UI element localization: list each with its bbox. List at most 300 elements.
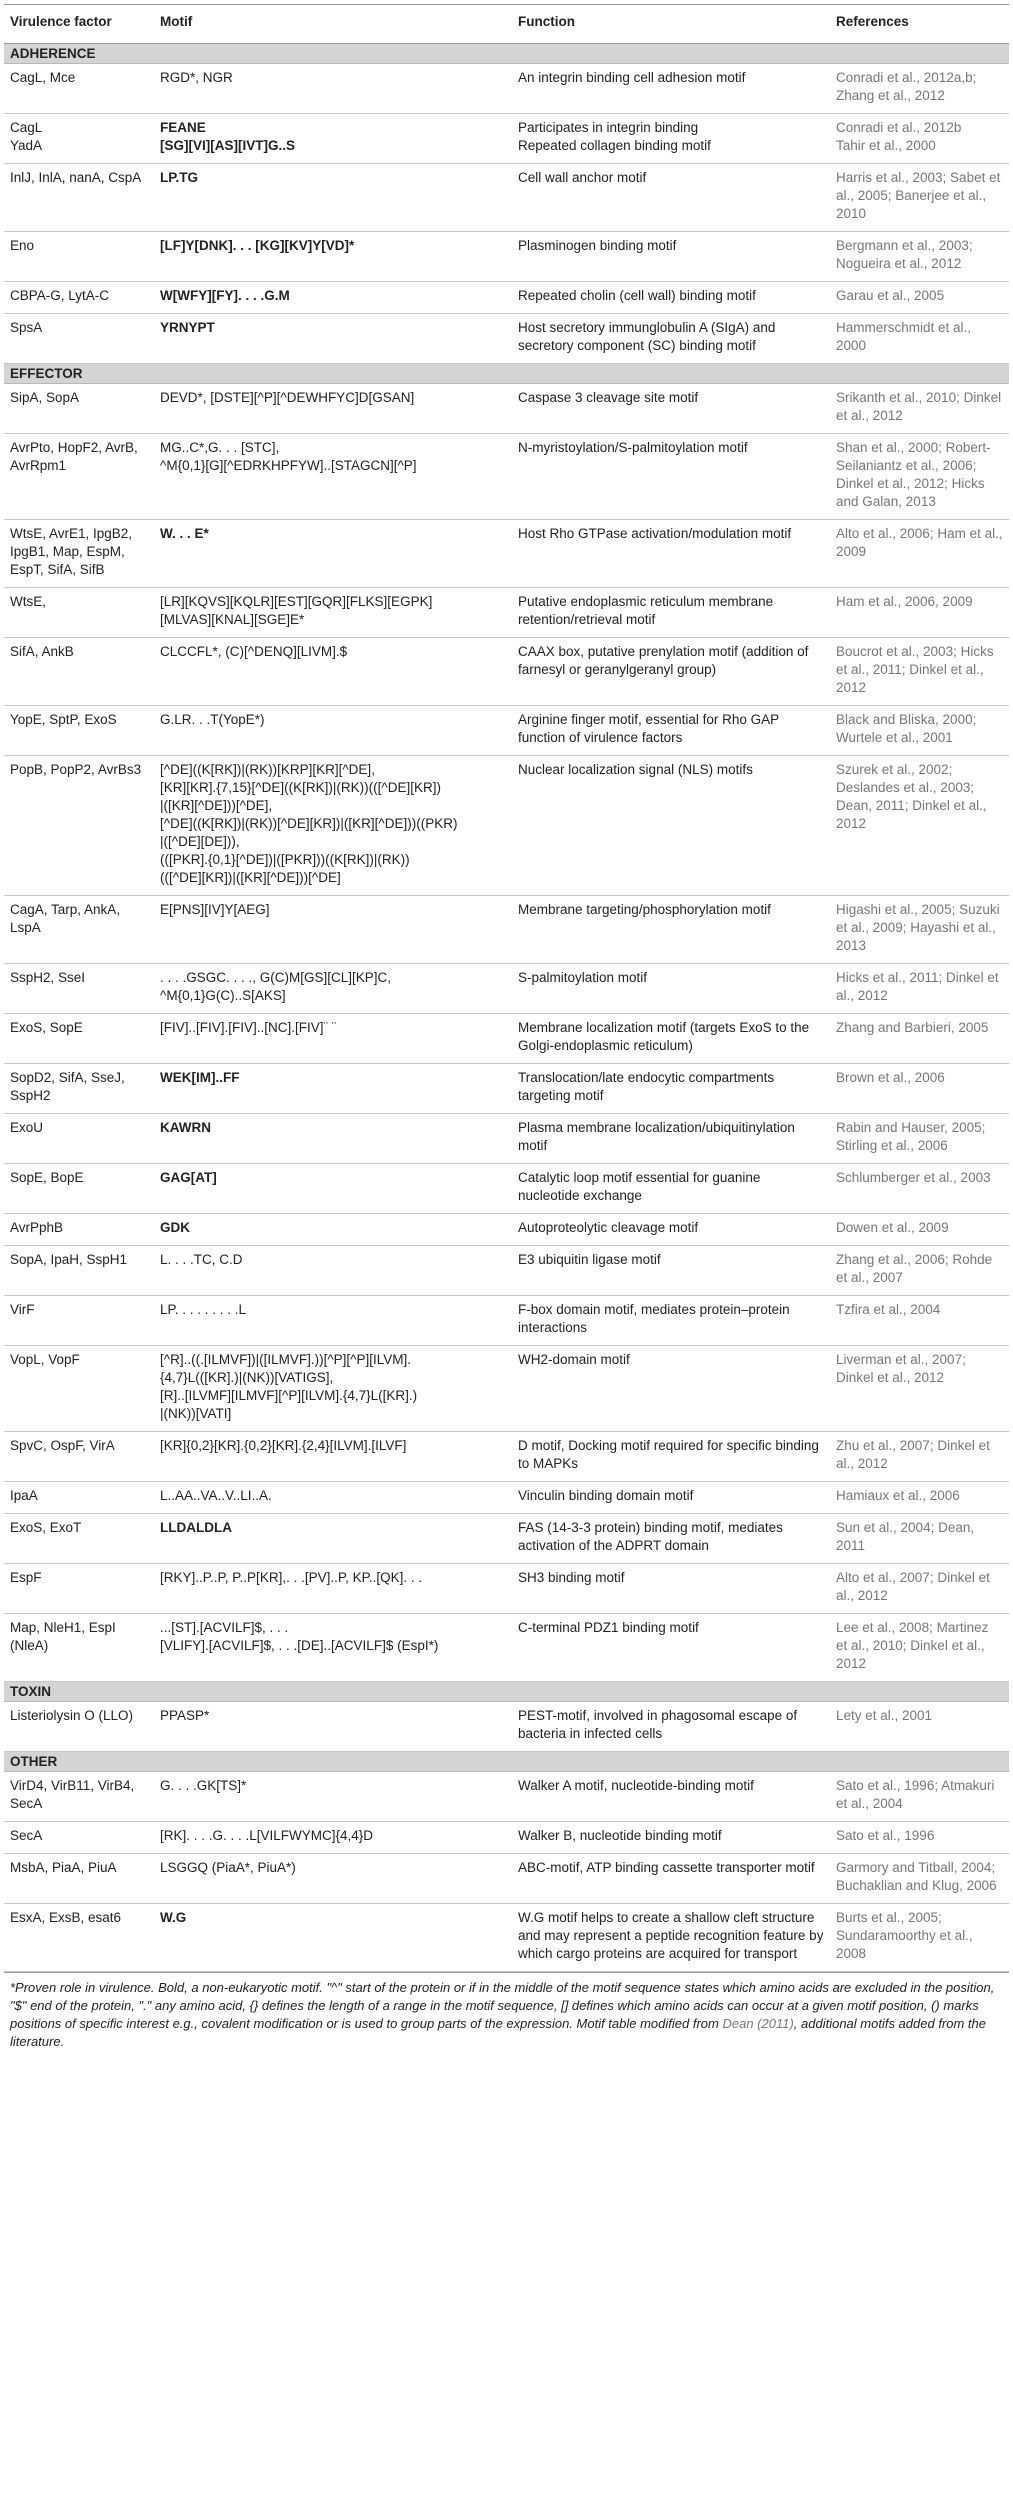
motif-line: LP.TG xyxy=(160,170,199,185)
motif-cell xyxy=(154,1614,512,1682)
motif-line: [R]..[ILVMF][ILMVF][^P][ILVM].{4,7}L([KR].) xyxy=(160,1388,418,1403)
virulence-factor-cell xyxy=(4,1296,154,1346)
motif-cell xyxy=(154,964,512,1014)
function-cell-text: Participates in integrin binding Repeated collagen binding motif xyxy=(518,120,711,153)
virulence-factor-cell xyxy=(4,1432,154,1482)
virulence-factor-cell-text: CagL, Mce xyxy=(10,70,76,85)
motif-cell xyxy=(154,1164,512,1214)
motif-line: LSGGQ (PiaA*, PiuA*) xyxy=(160,1860,296,1875)
motif-cell xyxy=(154,114,512,164)
function-cell xyxy=(512,1246,830,1296)
motif-line: (([^DE][KR])|([KR][^DE]))[^DE] xyxy=(160,870,341,885)
motif-cell xyxy=(154,1246,512,1296)
virulence-factor-cell-text: EsxA, ExsB, esat6 xyxy=(10,1910,122,1925)
references-cell-text: Tzfira et al., 2004 xyxy=(836,1302,941,1317)
motif-line: [KR]{0,2}[KR].{0,2}[KR].{2,4}[ILVM].[ILVF] xyxy=(160,1438,407,1453)
function-cell-text: D motif, Docking motif required for specific binding to MAPKs xyxy=(518,1438,819,1471)
footnote-text: *Proven role in virulence. Bold, a non-eukaryotic motif. "^" start of the protein or if in the middle of the motif sequence states which amino acids are excluded in the position, "$" end of the protein, "." any amino acid, {} defines the length of a range in the motif sequence, [] defines which amino acids can occur at a given motif position, () marks positions of specific interest e.g., covalent modification or is used to group parts of the expression. Motif table modified from xyxy=(10,1980,995,2031)
function-cell xyxy=(512,232,830,282)
virulence-motif-table xyxy=(4,4,1009,1972)
function-cell-text: Putative endoplasmic reticulum membrane retention/retrieval motif xyxy=(518,594,774,627)
motif-line: [RKY]..P..P, P..P[KR],. . .[PV]..P, KP..[QK]. . . xyxy=(160,1570,423,1585)
function-cell-text: Host secretory immunglobulin A (SIgA) and secretory component (SC) binding motif xyxy=(518,320,776,353)
function-cell xyxy=(512,706,830,756)
motif-line: {4,7}L(([KR].)|(NK))[VATIGS], xyxy=(160,1370,334,1385)
motif-line: KAWRN xyxy=(160,1120,211,1135)
references-cell xyxy=(830,114,1009,164)
section-title: OTHER xyxy=(4,1752,1009,1772)
header-references: References xyxy=(830,5,1009,44)
motif-cell xyxy=(154,1346,512,1432)
motif-line: G. . . .GK[TS]* xyxy=(160,1778,247,1793)
function-cell xyxy=(512,434,830,520)
function-cell-text: SH3 binding motif xyxy=(518,1570,625,1585)
table-row xyxy=(4,64,1009,114)
virulence-factor-cell xyxy=(4,114,154,164)
virulence-factor-cell-text: SspH2, SseI xyxy=(10,970,86,985)
section-row-adherence xyxy=(4,44,1009,64)
function-cell-text: Walker B, nucleotide binding motif xyxy=(518,1828,722,1843)
virulence-factor-cell-text: VopL, VopF xyxy=(10,1352,80,1367)
function-cell xyxy=(512,1346,830,1432)
motif-line: W. . . E* xyxy=(160,526,209,541)
references-cell xyxy=(830,1822,1009,1854)
section-title: TOXIN xyxy=(4,1682,1009,1702)
table-row xyxy=(4,1854,1009,1904)
function-cell xyxy=(512,1614,830,1682)
motif-cell xyxy=(154,314,512,364)
virulence-factor-cell xyxy=(4,434,154,520)
references-cell xyxy=(830,1702,1009,1752)
table-row xyxy=(4,282,1009,314)
references-cell xyxy=(830,1514,1009,1564)
function-cell-text: F-box domain motif, mediates protein–protein interactions xyxy=(518,1302,790,1335)
motif-line: |([^DE][DE])), xyxy=(160,834,240,849)
references-cell xyxy=(830,520,1009,588)
motif-line: LP. . . . . . . . .L xyxy=(160,1302,247,1317)
motif-line: [^DE]((K[RK])|(RK))[^DE][KR])|([KR][^DE]))((PKR) xyxy=(160,816,458,831)
references-cell xyxy=(830,1772,1009,1822)
function-cell xyxy=(512,1432,830,1482)
table-row xyxy=(4,756,1009,896)
motif-cell xyxy=(154,1432,512,1482)
motif-line: CLCCFL*, (C)[^DENQ][LIVM].$ xyxy=(160,644,348,659)
function-cell-text: Membrane targeting/phosphorylation motif xyxy=(518,902,771,917)
references-cell-text: Zhang et al., 2006; Rohde et al., 2007 xyxy=(836,1252,993,1285)
virulence-factor-cell xyxy=(4,1772,154,1822)
virulence-factor-cell-text: CagL YadA xyxy=(10,120,43,153)
motif-line: ^M{0,1}[G][^EDRKHPFYW]..[STAGCN][^P] xyxy=(160,458,417,473)
references-cell-text: Rabin and Hauser, 2005; Stirling et al., 2006 xyxy=(836,1120,986,1153)
references-cell-text: Sato et al., 1996; Atmakuri et al., 2004 xyxy=(836,1778,995,1811)
virulence-factor-cell xyxy=(4,1346,154,1432)
references-cell-text: Dowen et al., 2009 xyxy=(836,1220,949,1235)
virulence-factor-cell xyxy=(4,1214,154,1246)
table-row xyxy=(4,1114,1009,1164)
section-title: EFFECTOR xyxy=(4,364,1009,384)
references-cell xyxy=(830,282,1009,314)
references-cell-text: Harris et al., 2003; Sabet et al., 2005; Banerjee et al., 2010 xyxy=(836,170,1001,221)
references-cell xyxy=(830,1564,1009,1614)
references-cell xyxy=(830,232,1009,282)
references-cell xyxy=(830,1014,1009,1064)
motif-line: |(NK))[VATI] xyxy=(160,1406,232,1421)
table-row xyxy=(4,1702,1009,1752)
function-cell xyxy=(512,384,830,434)
virulence-factor-cell-text: SopE, BopE xyxy=(10,1170,84,1185)
table-row xyxy=(4,114,1009,164)
function-cell xyxy=(512,1296,830,1346)
function-cell-text: W.G motif helps to create a shallow cleft structure and may represent a peptide recognition feature by which cargo proteins are acquired for transport xyxy=(518,1910,824,1961)
table-row xyxy=(4,1614,1009,1682)
function-cell xyxy=(512,1564,830,1614)
table-row xyxy=(4,314,1009,364)
virulence-factor-cell xyxy=(4,1702,154,1752)
motif-cell xyxy=(154,434,512,520)
function-cell xyxy=(512,164,830,232)
references-cell xyxy=(830,1854,1009,1904)
function-cell-text: Autoproteolytic cleavage motif xyxy=(518,1220,699,1235)
motif-cell xyxy=(154,1296,512,1346)
motif-cell xyxy=(154,1904,512,1972)
references-cell-text: Sun et al., 2004; Dean, 2011 xyxy=(836,1520,975,1553)
function-cell xyxy=(512,1214,830,1246)
virulence-factor-cell xyxy=(4,232,154,282)
motif-line: [KR][KR].{7,15}[^DE]((K[RK])|(RK))(([^DE][KR]) xyxy=(160,780,441,795)
virulence-factor-cell xyxy=(4,1014,154,1064)
motif-line: W[WFY][FY]. . . .G.M xyxy=(160,288,290,303)
function-cell xyxy=(512,64,830,114)
motif-cell xyxy=(154,232,512,282)
function-cell-text: An integrin binding cell adhesion motif xyxy=(518,70,746,85)
virulence-factor-cell-text: SopA, IpaH, SspH1 xyxy=(10,1252,128,1267)
function-cell xyxy=(512,1482,830,1514)
motif-cell xyxy=(154,1064,512,1114)
motif-cell xyxy=(154,1214,512,1246)
virulence-factor-cell-text: SecA xyxy=(10,1828,43,1843)
virulence-factor-cell-text: ExoS, SopE xyxy=(10,1020,83,1035)
table-row xyxy=(4,1346,1009,1432)
virulence-factor-cell xyxy=(4,282,154,314)
virulence-factor-cell-text: VirD4, VirB11, VirB4, SecA xyxy=(10,1778,135,1811)
table-row xyxy=(4,1772,1009,1822)
references-cell xyxy=(830,1904,1009,1972)
table-row xyxy=(4,434,1009,520)
virulence-factor-cell xyxy=(4,964,154,1014)
footnote-link-dean[interactable]: Dean (2011) xyxy=(722,2016,794,2031)
function-cell xyxy=(512,1164,830,1214)
references-cell-text: Brown et al., 2006 xyxy=(836,1070,945,1085)
virulence-factor-cell xyxy=(4,1482,154,1514)
references-cell-text: Black and Bliska, 2000; Wurtele et al., 2001 xyxy=(836,712,977,745)
references-cell-text: Alto et al., 2007; Dinkel et al., 2012 xyxy=(836,1570,990,1603)
function-cell xyxy=(512,1514,830,1564)
references-cell-text: Lety et al., 2001 xyxy=(836,1708,933,1723)
table-row xyxy=(4,1064,1009,1114)
table-row xyxy=(4,1246,1009,1296)
function-cell xyxy=(512,282,830,314)
references-cell xyxy=(830,384,1009,434)
references-cell-text: Ham et al., 2006, 2009 xyxy=(836,594,973,609)
section-row-toxin xyxy=(4,1682,1009,1702)
references-cell xyxy=(830,1064,1009,1114)
references-cell xyxy=(830,1614,1009,1682)
references-cell-text: Hicks et al., 2011; Dinkel et al., 2012 xyxy=(836,970,999,1003)
function-cell-text: Repeated cholin (cell wall) binding motif xyxy=(518,288,756,303)
motif-cell xyxy=(154,1564,512,1614)
motif-line: PPASP* xyxy=(160,1708,210,1723)
motif-line: W.G xyxy=(160,1910,187,1925)
references-cell-text: Zhu et al., 2007; Dinkel et al., 2012 xyxy=(836,1438,990,1471)
virulence-factor-cell xyxy=(4,1564,154,1614)
function-cell-text: Plasminogen binding motif xyxy=(518,238,677,253)
references-cell-text: Burts et al., 2005; Sundaramoorthy et al., 2008 xyxy=(836,1910,973,1961)
function-cell xyxy=(512,1904,830,1972)
references-cell-text: Srikanth et al., 2010; Dinkel et al., 2012 xyxy=(836,390,1002,423)
virulence-factor-cell-text: Map, NleH1, EspI (NleA) xyxy=(10,1620,116,1653)
table-row xyxy=(4,588,1009,638)
virulence-factor-cell xyxy=(4,1614,154,1682)
table-footnote xyxy=(4,1972,1009,2051)
virulence-factor-cell xyxy=(4,1514,154,1564)
motif-line: [LR][KQVS][KQLR][EST][GQR][FLKS][EGPK] xyxy=(160,594,433,609)
function-cell xyxy=(512,638,830,706)
table-row xyxy=(4,1822,1009,1854)
references-cell-text: Garau et al., 2005 xyxy=(836,288,945,303)
references-cell xyxy=(830,434,1009,520)
virulence-factor-cell xyxy=(4,706,154,756)
references-cell-text: Boucrot et al., 2003; Hicks et al., 2011; Dinkel et al., 2012 xyxy=(836,644,994,695)
references-cell-text: Alto et al., 2006; Ham et al., 2009 xyxy=(836,526,1003,559)
references-cell xyxy=(830,638,1009,706)
motif-line: [LF]Y[DNK]. . . [KG][KV]Y[VD]* xyxy=(160,238,355,253)
motif-line: (([PKR].{0,1}[^DE])|([PKR]))((K[RK])|(RK)) xyxy=(160,852,410,867)
virulence-factor-cell xyxy=(4,896,154,964)
function-cell-text: Cell wall anchor motif xyxy=(518,170,647,185)
references-cell xyxy=(830,1482,1009,1514)
function-cell-text: Translocation/late endocytic compartments targeting motif xyxy=(518,1070,775,1103)
table-row xyxy=(4,1014,1009,1064)
motif-line: DEVD*, [DSTE][^P][^DEWHFYC]D[GSAN] xyxy=(160,390,415,405)
table-row xyxy=(4,1564,1009,1614)
references-cell xyxy=(830,588,1009,638)
virulence-factor-cell xyxy=(4,756,154,896)
table-row xyxy=(4,232,1009,282)
virulence-factor-cell-text: WtsE, xyxy=(10,594,46,609)
function-cell-text: FAS (14-3-3 protein) binding motif, mediates activation of the ADPRT domain xyxy=(518,1520,783,1553)
virulence-factor-cell xyxy=(4,164,154,232)
function-cell xyxy=(512,1854,830,1904)
virulence-factor-cell-text: ExoS, ExoT xyxy=(10,1520,82,1535)
virulence-factor-cell-text: CagA, Tarp, AnkA, LspA xyxy=(10,902,121,935)
references-cell-text: Zhang and Barbieri, 2005 xyxy=(836,1020,989,1035)
function-cell-text: Plasma membrane localization/ubiquitinylation motif xyxy=(518,1120,795,1153)
function-cell-text: Caspase 3 cleavage site motif xyxy=(518,390,699,405)
references-cell-text: Hammerschmidt et al., 2000 xyxy=(836,320,972,353)
motif-line: E[PNS][IV]Y[AEG] xyxy=(160,902,270,917)
virulence-factor-cell-text: IpaA xyxy=(10,1488,38,1503)
function-cell xyxy=(512,1702,830,1752)
references-cell-text: Bergmann et al., 2003; Nogueira et al., 2012 xyxy=(836,238,973,271)
virulence-factor-cell-text: ExoU xyxy=(10,1120,44,1135)
virulence-factor-cell-text: WtsE, AvrE1, IpgB2, IpgB1, Map, EspM, EspT, SifA, SifB xyxy=(10,526,133,577)
table-row xyxy=(4,964,1009,1014)
references-cell xyxy=(830,164,1009,232)
function-cell xyxy=(512,756,830,896)
references-cell xyxy=(830,1114,1009,1164)
virulence-factor-cell xyxy=(4,520,154,588)
virulence-factor-cell-text: Eno xyxy=(10,238,35,253)
motif-line: ...[ST].[ACVILF]$, . . . xyxy=(160,1620,289,1635)
section-row-effector xyxy=(4,364,1009,384)
references-cell xyxy=(830,1214,1009,1246)
references-cell-text: Garmory and Titball, 2004; Buchaklian and Klug, 2006 xyxy=(836,1860,997,1893)
virulence-factor-cell-text: AvrPto, HopF2, AvrB, AvrRpm1 xyxy=(10,440,138,473)
function-cell xyxy=(512,1114,830,1164)
references-cell-text: Sato et al., 1996 xyxy=(836,1828,935,1843)
virulence-factor-cell xyxy=(4,1822,154,1854)
function-cell-text: PEST-motif, involved in phagosomal escape of bacteria in infected cells xyxy=(518,1708,798,1741)
motif-line: FEANE xyxy=(160,120,206,135)
footnote-text-end: , additional motifs added from the literature. xyxy=(10,2016,987,2049)
references-cell-text: Schlumberger et al., 2003 xyxy=(836,1170,991,1185)
header-motif: Motif xyxy=(154,5,512,44)
references-cell xyxy=(830,1296,1009,1346)
references-cell-text: Conradi et al., 2012a,b; Zhang et al., 2012 xyxy=(836,70,977,103)
function-cell-text: E3 ubiquitin ligase motif xyxy=(518,1252,661,1267)
motif-cell xyxy=(154,64,512,114)
virulence-factor-cell xyxy=(4,1246,154,1296)
references-cell-text: Hamiaux et al., 2006 xyxy=(836,1488,960,1503)
motif-cell xyxy=(154,1482,512,1514)
table-row xyxy=(4,384,1009,434)
references-cell-text: Shan et al., 2000; Robert-Seilaniantz et al., 2006; Dinkel et al., 2012; Hicks and Galan, 2013 xyxy=(836,440,991,509)
virulence-factor-cell-text: SpvC, OspF, VirA xyxy=(10,1438,115,1453)
references-cell xyxy=(830,1164,1009,1214)
virulence-factor-cell xyxy=(4,384,154,434)
function-cell xyxy=(512,1014,830,1064)
function-cell-text: Catalytic loop motif essential for guanine nucleotide exchange xyxy=(518,1170,761,1203)
virulence-factor-cell xyxy=(4,1164,154,1214)
function-cell xyxy=(512,314,830,364)
header-function: Function xyxy=(512,5,830,44)
table-row xyxy=(4,1214,1009,1246)
references-cell xyxy=(830,1432,1009,1482)
motif-line: RGD*, NGR xyxy=(160,70,233,85)
motif-line: GDK xyxy=(160,1220,190,1235)
motif-line: L..AA..VA..V..LI..A. xyxy=(160,1488,272,1503)
function-cell-text: WH2-domain motif xyxy=(518,1352,630,1367)
table-row xyxy=(4,638,1009,706)
motif-line: MG..C*,G. . . [STC], xyxy=(160,440,280,455)
motif-cell xyxy=(154,756,512,896)
function-cell xyxy=(512,1822,830,1854)
motif-line: L. . . .TC, C.D xyxy=(160,1252,243,1267)
virulence-factor-cell xyxy=(4,64,154,114)
motif-line: [FIV]..[FIV].[FIV]..[NC].[FIV]¨ ¨ xyxy=(160,1020,337,1035)
virulence-factor-cell xyxy=(4,588,154,638)
motif-line: ^M{0,1}G(C)..S[AKS] xyxy=(160,988,286,1003)
function-cell-text: Arginine finger motif, essential for Rho GAP function of virulence factors xyxy=(518,712,779,745)
motif-line: LLDALDLA xyxy=(160,1520,232,1535)
references-cell xyxy=(830,964,1009,1014)
motif-cell xyxy=(154,384,512,434)
header-virulence-factor: Virulence factor xyxy=(4,5,154,44)
motif-line: [SG][VI][AS][IVT]G..S xyxy=(160,138,295,153)
virulence-factor-cell-text: SopD2, SifA, SseJ, SspH2 xyxy=(10,1070,125,1103)
function-cell-text: Membrane localization motif (targets ExoS to the Golgi-endoplasmic reticulum) xyxy=(518,1020,810,1053)
function-cell xyxy=(512,896,830,964)
motif-cell xyxy=(154,282,512,314)
virulence-factor-cell-text: InlJ, InlA, nanA, CspA xyxy=(10,170,142,185)
motif-cell xyxy=(154,638,512,706)
motif-cell xyxy=(154,1772,512,1822)
virulence-factor-cell-text: EspF xyxy=(10,1570,42,1585)
references-cell xyxy=(830,756,1009,896)
header-row xyxy=(4,5,1009,44)
references-cell-text: Higashi et al., 2005; Suzuki et al., 2009; Hayashi et al., 2013 xyxy=(836,902,1000,953)
virulence-factor-cell-text: AvrPphB xyxy=(10,1220,64,1235)
references-cell xyxy=(830,64,1009,114)
virulence-factor-cell-text: SipA, SopA xyxy=(10,390,80,405)
motif-cell xyxy=(154,1514,512,1564)
motif-cell xyxy=(154,1702,512,1752)
function-cell-text: CAAX box, putative prenylation motif (addition of farnesyl or geranylgeranyl group) xyxy=(518,644,809,677)
virulence-factor-cell-text: SpsA xyxy=(10,320,43,335)
virulence-factor-cell-text: Listeriolysin O (LLO) xyxy=(10,1708,134,1723)
motif-cell xyxy=(154,520,512,588)
motif-line: |([KR][^DE]))[^DE], xyxy=(160,798,273,813)
motif-line: [MLVAS][KNAL][SGE]E* xyxy=(160,612,305,627)
function-cell-text: Vinculin binding domain motif xyxy=(518,1488,694,1503)
function-cell-text: ABC-motif, ATP binding cassette transporter motif xyxy=(518,1860,815,1875)
motif-line: YRNYPT xyxy=(160,320,215,335)
motif-cell xyxy=(154,1822,512,1854)
virulence-factor-cell xyxy=(4,1064,154,1114)
motif-cell xyxy=(154,1014,512,1064)
motif-line: [^DE]((K[RK])|(RK))[KRP][KR][^DE], xyxy=(160,762,375,777)
virulence-factor-cell-text: SifA, AnkB xyxy=(10,644,74,659)
motif-cell xyxy=(154,164,512,232)
virulence-factor-cell-text: VirF xyxy=(10,1302,35,1317)
references-cell-text: Conradi et al., 2012b Tahir et al., 2000 xyxy=(836,120,962,153)
virulence-factor-cell xyxy=(4,1114,154,1164)
table-row xyxy=(4,1904,1009,1972)
references-cell xyxy=(830,706,1009,756)
table-body xyxy=(4,44,1009,1972)
virulence-factor-cell-text: YopE, SptP, ExoS xyxy=(10,712,117,727)
function-cell xyxy=(512,1772,830,1822)
function-cell-text: Nuclear localization signal (NLS) motifs xyxy=(518,762,753,777)
table-row xyxy=(4,1482,1009,1514)
virulence-factor-cell-text: CBPA-G, LytA-C xyxy=(10,288,110,303)
table-row xyxy=(4,896,1009,964)
references-cell-text: Liverman et al., 2007; Dinkel et al., 2012 xyxy=(836,1352,966,1385)
function-cell xyxy=(512,588,830,638)
references-cell-text: Szurek et al., 2002; Deslandes et al., 2003; Dean, 2011; Dinkel et al., 2012 xyxy=(836,762,987,831)
function-cell xyxy=(512,520,830,588)
motif-line: . . . .GSGC. . . ., G(C)M[GS][CL][KP]C, xyxy=(160,970,392,985)
table-row xyxy=(4,706,1009,756)
motif-cell xyxy=(154,588,512,638)
function-cell-text: C-terminal PDZ1 binding motif xyxy=(518,1620,699,1635)
table-row xyxy=(4,1296,1009,1346)
motif-line: WEK[IM]..FF xyxy=(160,1070,240,1085)
virulence-factor-cell xyxy=(4,638,154,706)
virulence-factor-cell xyxy=(4,1854,154,1904)
motif-cell xyxy=(154,896,512,964)
section-row-other xyxy=(4,1752,1009,1772)
